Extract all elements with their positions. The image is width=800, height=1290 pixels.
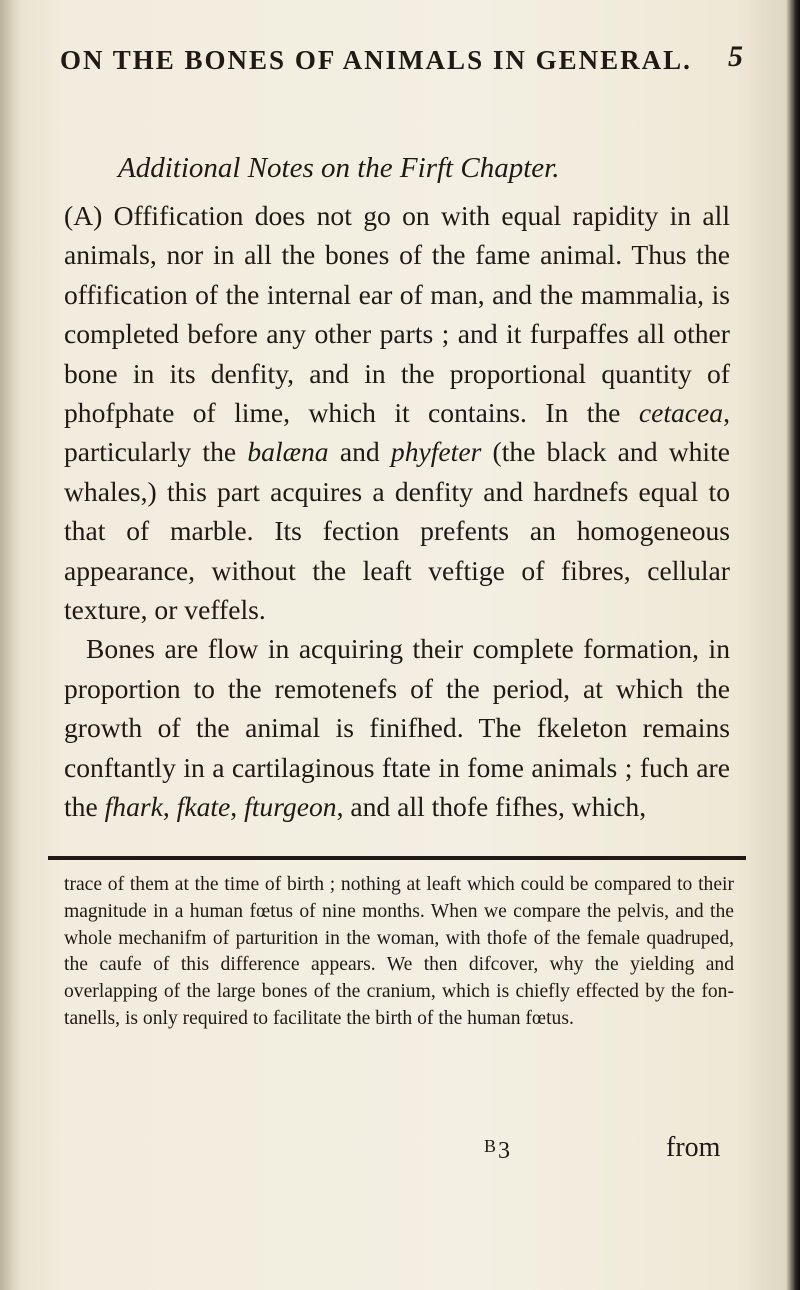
running-head: ON THE BONES OF ANIMALS IN GENERAL.: [60, 45, 692, 75]
italic-term: fturgeon: [244, 791, 337, 823]
signature-letter: B: [484, 1136, 497, 1156]
italic-term: fkate: [176, 791, 231, 823]
page-number: 5: [728, 40, 743, 73]
text-run: (A) Offification does not go on with equal rapidity in all animals, nor in all the bones of the fame animal. Thus the offification of the internal ear of man, and the mammalia, is completed before any other parts ; and it furpaffes all other bone in its denfity, and in the proportional quantity of phofphate of lime, which it contains. In the: [64, 200, 730, 429]
gutter-shadow: [0, 0, 22, 1290]
footnote-rule: [48, 856, 746, 860]
text-run: , particularly the: [64, 397, 730, 468]
italic-term: phyfeter: [390, 436, 482, 468]
paragraph-ossification: [64, 196, 730, 629]
page-edge: [786, 0, 800, 1290]
footnote-text: trace of them at the time of birth ; nothing at leaft which could be compared to their magnitude in a human fœtus of nine months. When we compare the pelvis, and the whole mechanifm of parturition in the woman, with thofe of the female quadruped, the caufe of this difference appears. We then difcover, why the yielding and overlapping of the large bones of the cranium, which is chiefly effected by the fontanells, is only required to facilitate the birth of the human fœtus.: [64, 874, 734, 1029]
section-title: Additional Notes on the Firft Chapter.: [118, 152, 560, 184]
main-text: [64, 196, 730, 827]
signature-number: 3: [498, 1138, 511, 1164]
italic-term: fhark: [104, 791, 163, 823]
italic-term: balæna: [247, 436, 329, 468]
text-run: ,: [162, 791, 177, 823]
text-run: (the black and white whales,) this part acquires a denfity and hardnefs equal to that of marble. Its fection prefents an homogeneous appearance, without the leaft veftige of fibres, cellular texture, or veffels.: [64, 436, 731, 626]
text-run: , and all thofe fifhes, which,: [336, 791, 647, 823]
paragraph-bones: [64, 629, 730, 826]
text-run: Bones are flow in acquiring their complete formation, in proportion to the remotenefs of the period, at which the growth of the animal is finifhed. The fkeleton remains conftantly in a cartilaginous ftate in fome animals ; fuch are the: [64, 633, 730, 823]
text-run: ,: [230, 791, 245, 823]
signature-mark: [484, 1136, 510, 1165]
italic-term: cetacea: [638, 397, 724, 429]
text-run: and: [328, 436, 391, 468]
catchword: from: [666, 1132, 721, 1163]
